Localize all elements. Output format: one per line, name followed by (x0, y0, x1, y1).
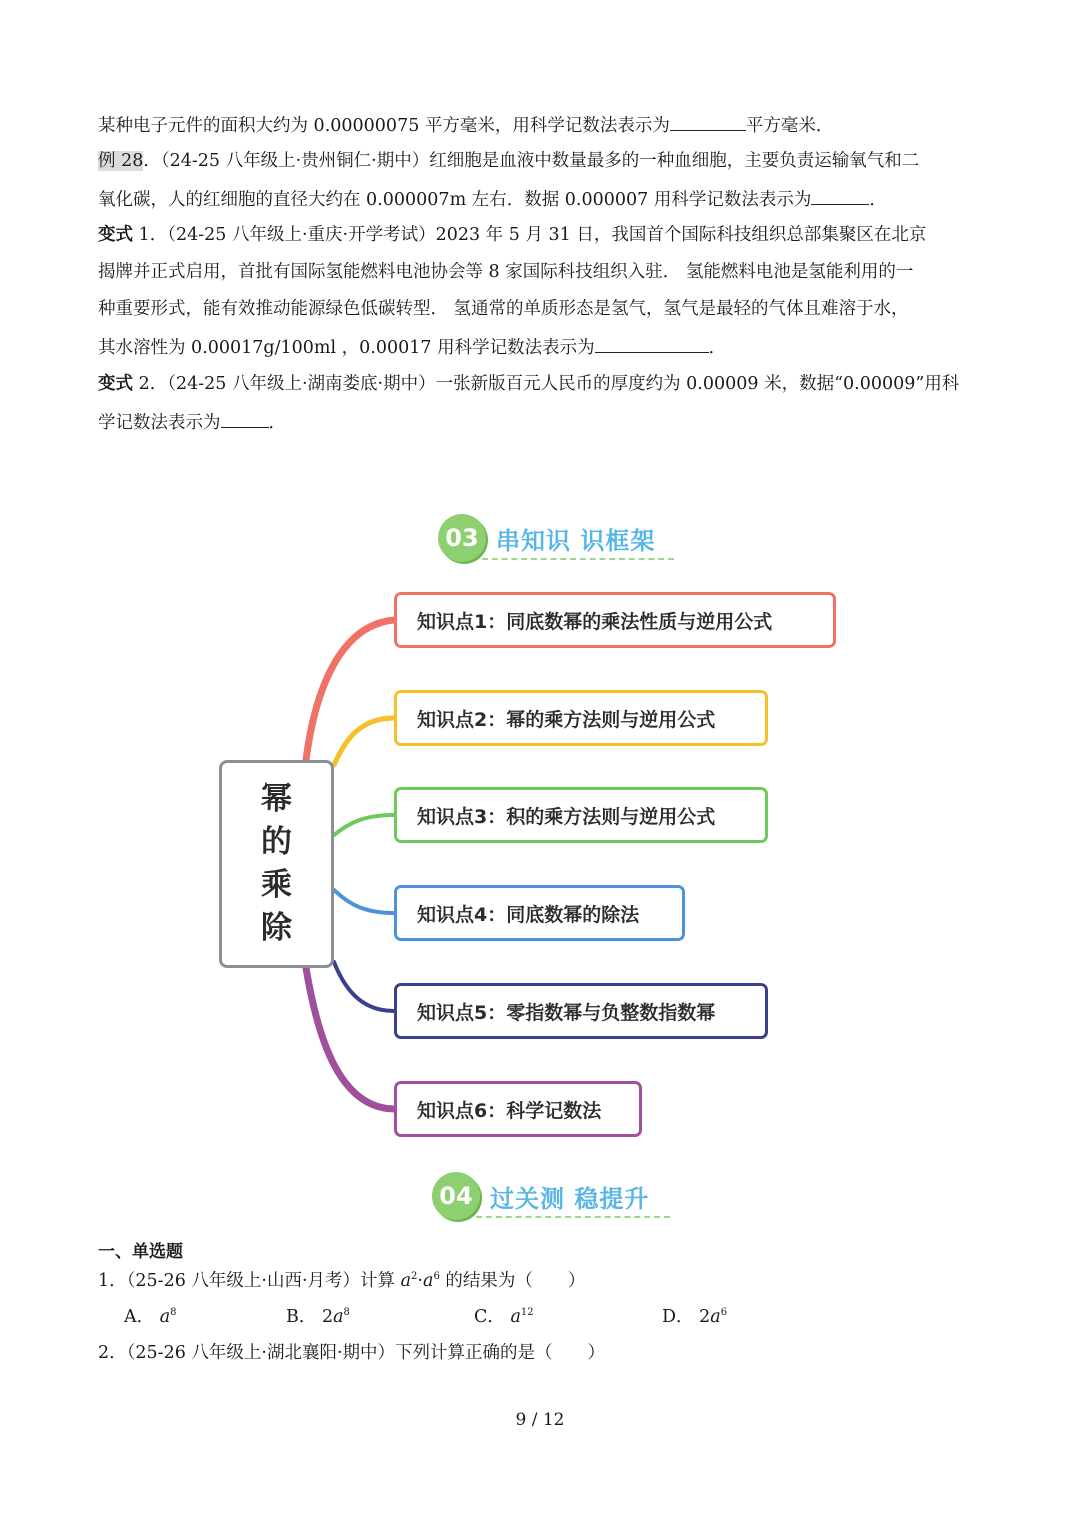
text-line-8: 变式 2．（24-25 八年级上·湖南娄底·期中）一张新版百元人民币的厚度约为 0.00009 米，数据“0.00009”用科 (98, 374, 960, 394)
text-line-9: 学记数法表示为 ． (98, 409, 286, 435)
knowledge-point-2: 知识点2：幂的乘方法则与逆用公式 (394, 690, 768, 746)
q1-option-b: B． $2a^8$ (286, 1307, 350, 1327)
question-type-heading: 一、单选题 (98, 1242, 183, 1262)
text-line-1: 某种电子元件的面积大约为 0.00000075 平方毫米，用科学记数法表示为 平方毫米． (98, 112, 833, 138)
answer-blank (811, 186, 869, 205)
text-line-6: 种重要形式，能有效推动能源绿色低碳转型． 氢通常的单质形态是氢气，氢气是最轻的气体且难溶于水， (98, 299, 909, 319)
knowledge-point-1: 知识点1：同底数幂的乘法性质与逆用公式 (394, 592, 836, 648)
section-title: 过关测 稳提升 (490, 1184, 650, 1213)
connector-1 (306, 620, 394, 760)
text-line-2: 例 28．（24-25 八年级上·贵州铜仁·期中）红细胞是血液中数量最多的一种血细胞，主要负责运输氧气和二 (98, 151, 920, 171)
root-char: 幂 (261, 781, 292, 817)
knowledge-point-3: 知识点3：积的乘方法则与逆用公式 (394, 787, 768, 843)
section-divider (476, 1216, 670, 1218)
question-2: 2．（25-26 八年级上·湖北襄阳·期中）下列计算正确的是（ ） (98, 1343, 606, 1363)
text-line-7: 其水溶性为 0.00017g/100ml ，0.00017 用科学记数法表示为 ． (98, 334, 726, 360)
text-line-5: 揭牌并正式启用，首批有国际氢能燃料电池协会等 8 家国际科技组织入驻． 氢能燃料电池是氢能利用的一 (98, 262, 914, 282)
q1-option-d: D． $2a^6$ (662, 1307, 728, 1327)
section-number-badge: 03 (438, 514, 486, 562)
text-line-3: 氧化碳，人的红细胞的直径大约在 0.000007m 左右．数据 0.000007 用科学记数法表示为 ． (98, 186, 887, 212)
q1-expression: $a^2\cdot a^6$ (400, 1270, 440, 1291)
mindmap-root (219, 760, 334, 968)
answer-blank (670, 112, 746, 131)
section-title: 串知识 识框架 (496, 526, 656, 555)
knowledge-point-4: 知识点4：同底数幂的除法 (394, 885, 685, 941)
variant-label: 变式 (98, 225, 133, 245)
root-char: 除 (261, 910, 292, 946)
section-number-badge: 04 (432, 1172, 480, 1220)
connector-3 (334, 815, 394, 835)
knowledge-point-5: 知识点5：零指数幂与负整数指数幂 (394, 983, 768, 1039)
q1-option-c: C． $a^{12}$ (474, 1307, 534, 1327)
section-03-header (438, 514, 655, 562)
answer-blank (221, 409, 269, 428)
knowledge-point-6: 知识点6：科学记数法 (394, 1081, 642, 1137)
text-line-4: 变式 1．（24-25 八年级上·重庆·开学考试）2023 年 5 月 31 日，我国首个国际科技组织总部集聚区在北京 (98, 225, 927, 245)
question-1: 1．（25-26 八年级上·山西·月考）计算 $a^2\cdot a^6$ 的结果为（ ） (98, 1270, 586, 1291)
connector-4 (334, 890, 394, 913)
root-char: 的 (261, 824, 292, 860)
example-label: 例 28 (98, 151, 144, 171)
q1-option-a: A． $a^8$ (124, 1307, 177, 1327)
answer-blank (595, 334, 709, 353)
connector-5 (334, 962, 394, 1011)
page-number: 9 / 12 (515, 1410, 565, 1430)
variant-label: 变式 (98, 374, 133, 394)
connector-6 (306, 968, 394, 1109)
section-divider (482, 558, 674, 560)
section-04-header (432, 1172, 649, 1220)
root-char: 乘 (261, 867, 292, 903)
connector-2 (334, 718, 394, 765)
